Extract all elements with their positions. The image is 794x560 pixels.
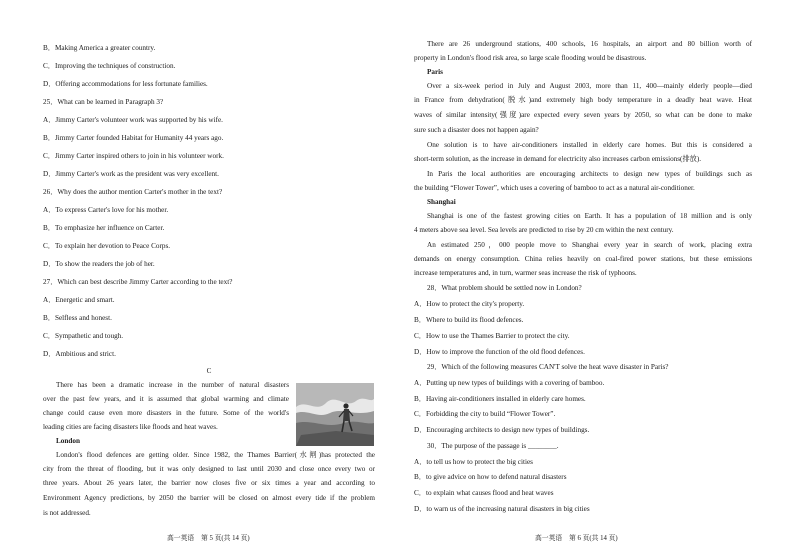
option-line: D．Ambitious and strict. bbox=[43, 350, 116, 358]
paragraph-line: Environment Agency predictions, by 2050 the barrier will be closed on almost every tide if the problem bbox=[43, 494, 375, 502]
paragraph-line: leading cities are facing disasters like floods and heat waves. bbox=[43, 423, 218, 431]
paragraph-line: city from the threat of flooding, but it was only designed to last until 2030 and close once every two or bbox=[43, 465, 375, 473]
paragraph-line: in France from dehydration(脱水)and extremely high body temperature in a deadly heat wave. Heat bbox=[414, 96, 752, 104]
paragraph-line: sure such a disaster does not happen again? bbox=[414, 126, 539, 134]
section-label: C bbox=[206, 367, 212, 375]
option-line: B．Jimmy Carter founded Habitat for Humanity 44 years ago. bbox=[43, 134, 224, 142]
option-line: C．to explain what causes flood and heat waves bbox=[414, 489, 554, 497]
option-line: C．Forbidding the city to build “Flower Tower”. bbox=[414, 410, 556, 418]
option-line: A．Energetic and smart. bbox=[43, 296, 115, 304]
option-line: D．How to improve the function of the old flood defences. bbox=[414, 348, 585, 356]
paragraph-line: An estimated 250，000 people move to Shanghai every year in search of work, placing extra bbox=[427, 241, 752, 249]
section-heading-paris: Paris bbox=[427, 68, 443, 76]
option-line: C．To explain her devotion to Peace Corps. bbox=[43, 242, 171, 250]
option-line: C．Jimmy Carter inspired others to join in his volunteer work. bbox=[43, 152, 224, 160]
option-line: B．Where to build its flood defences. bbox=[414, 316, 524, 324]
section-heading-london: London bbox=[56, 437, 80, 445]
question-line: 28．What problem should be settled now in London? bbox=[427, 284, 582, 292]
paragraph-line: over the past few years, and it is assumed that global warming and climate bbox=[43, 395, 289, 403]
question-line: 30．The purpose of the passage is ________. bbox=[427, 442, 559, 450]
option-line: A．to tell us how to protect the big cities bbox=[414, 458, 533, 466]
paragraph-line: increase temperatures and, in turn, warmer seas increase the risk of typhoons. bbox=[414, 269, 637, 277]
question-line: 25．What can be learned in Paragraph 3? bbox=[43, 98, 164, 106]
section-heading-shanghai: Shanghai bbox=[427, 198, 456, 206]
option-line: D．to warn us of the increasing natural disasters in big cities bbox=[414, 505, 590, 513]
option-line: B．Making America a greater country. bbox=[43, 44, 156, 52]
option-line: B．Selfless and honest. bbox=[43, 314, 112, 322]
option-line: B．to give advice on how to defend natural disasters bbox=[414, 473, 567, 481]
option-line: D．Encouraging architects to design new types of buildings. bbox=[414, 426, 590, 434]
option-line: B．Having air-conditioners installed in elderly care homes. bbox=[414, 395, 586, 403]
paragraph-line: change could cause even more disasters in the future. Some of the world's bbox=[43, 409, 289, 417]
paragraph-line: In Paris the local authorities are encouraging architects to design new types of buildings such as bbox=[427, 170, 752, 178]
question-line: 27．Which can best describe Jimmy Carter according to the text? bbox=[43, 278, 233, 286]
paragraph-line: There are 26 underground stations, 400 schools, 16 hospitals, an airport and 80 billion worth of bbox=[427, 40, 752, 48]
option-line: D．Jimmy Carter's work as the president was very excellent. bbox=[43, 170, 219, 178]
paragraph-line: London's flood defences are getting older. Since 1982, the Thames Barrier(水闸)has protected the bbox=[56, 451, 375, 459]
option-line: D．Offering accommodations for less fortunate families. bbox=[43, 80, 208, 88]
paragraph-line: One solution is to have air-conditioners installed in elderly care homes. But this is considered a bbox=[427, 141, 752, 149]
paragraph-line: 4 meters above sea level. Sea levels are predicted to rise by 20 cm within the next century. bbox=[414, 226, 674, 234]
page-footer-left: 高一英语 第 5 页(共 14 页) bbox=[167, 535, 250, 542]
option-line: A．To express Carter's love for his mother. bbox=[43, 206, 169, 214]
option-line: D．To show the readers the job of her. bbox=[43, 260, 155, 268]
option-line: A．Jimmy Carter's volunteer work was supported by his wife. bbox=[43, 116, 223, 124]
question-line: 26．Why does the author mention Carter's mother in the text? bbox=[43, 188, 223, 196]
paragraph-line: property in London's flood risk area, so large scale flooding would be disastrous. bbox=[414, 54, 647, 62]
option-line: C．Sympathetic and tough. bbox=[43, 332, 124, 340]
option-line: C．Improving the techniques of construction. bbox=[43, 62, 176, 70]
paragraph-line: short-term solution, as the increase in demand for electricity also increases carbon emissions(排放). bbox=[414, 155, 702, 163]
option-line: A．How to protect the city's property. bbox=[414, 300, 525, 308]
paragraph-line: is not addressed. bbox=[43, 509, 91, 517]
paragraph-line: demands on energy consumption. China relies heavily on coal-fired power stations, but these emissions bbox=[414, 255, 752, 263]
paragraph-line: There has been a dramatic increase in the number of natural disasters bbox=[56, 381, 289, 389]
paragraph-line: Shanghai is one of the fastest growing cities on Earth. It has a population of 18 million and is only bbox=[427, 212, 752, 220]
option-line: A．Putting up new types of buildings with a covering of bamboo. bbox=[414, 379, 605, 387]
option-line: B．To emphasize her influence on Carter. bbox=[43, 224, 165, 232]
page-footer-right: 高一英语 第 6 页(共 14 页) bbox=[535, 535, 618, 542]
paragraph-line: Over a six-week period in July and August 2003, more than 11, 400—mainly elderly people—died bbox=[427, 82, 752, 90]
paragraph-line: the building “Flower Tower”, which uses a covering of bamboo to act as a natural air-conditioner. bbox=[414, 184, 695, 192]
question-line: 29．Which of the following measures CAN'T solve the heat wave disaster in Paris? bbox=[427, 363, 669, 371]
option-line: C．How to use the Thames Barrier to protect the city. bbox=[414, 332, 570, 340]
paragraph-line: three years. About 26 years later, the barrier now closes five or six times a year and according to bbox=[43, 479, 375, 487]
paragraph-line: waves of similar intensity(强度)are expected every seven years by 2050, so what can be done to make bbox=[414, 111, 752, 119]
flood-photo bbox=[296, 383, 374, 446]
